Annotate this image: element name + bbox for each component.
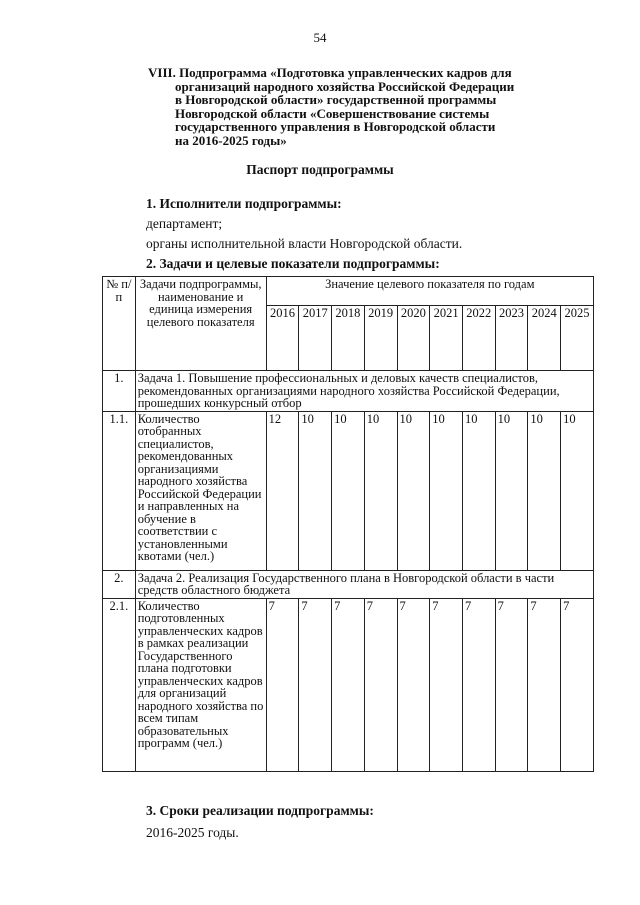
tasks-heading: 2. Задачи и целевые показатели подпрограммы: xyxy=(146,256,440,271)
indicator-value: 7 xyxy=(364,598,397,771)
task-text: Задача 2. Реализация Государственного плана в Новгородской области в части средств областного бюджета xyxy=(135,570,593,598)
indicator-value: 7 xyxy=(397,598,430,771)
year-header: 2024 xyxy=(528,306,561,371)
task-number: 1. xyxy=(103,371,136,412)
indicator-value: 10 xyxy=(561,411,594,570)
executors-heading: 1. Исполнители подпрограммы: xyxy=(146,196,342,211)
terms-value: 2016-2025 годы. xyxy=(146,825,239,840)
col-header-task: Задачи подпрограммы, наименование и единица измерения целевого показателя xyxy=(135,277,266,371)
page-number: 54 xyxy=(313,30,327,45)
task-text: Задача 1. Повышение профессиональных и деловых качеств специалистов, рекомендованных организациями народного хозяйства Российской Федерации, прошедших конкурсный отбор xyxy=(135,371,593,412)
indicator-number: 2.1. xyxy=(103,598,136,771)
section-title-line: Новгородской области «Совершенствование системы xyxy=(175,105,490,121)
indicator-value: 10 xyxy=(495,411,528,570)
indicator-value: 10 xyxy=(528,411,561,570)
indicators-table xyxy=(102,276,594,772)
indicator-value: 7 xyxy=(332,598,365,771)
indicator-value: 7 xyxy=(561,598,594,771)
indicator-text: Количество отобранных специалистов, рекомендованных организациями народного хозяйства Российской Федерации и направленных на обучение в соответствии с установленными квотами (чел.) xyxy=(135,411,266,570)
indicator-value: 10 xyxy=(299,411,332,570)
indicator-value: 7 xyxy=(430,598,463,771)
section-title-line: государственного управления в Новгородской области xyxy=(175,119,496,134)
indicator-value: 10 xyxy=(364,411,397,570)
task-number: 2. xyxy=(103,570,136,598)
section-title xyxy=(148,66,588,147)
year-header: 2019 xyxy=(364,306,397,371)
indicator-value: 10 xyxy=(332,411,365,570)
task-row xyxy=(103,570,594,598)
section-title-line: в Новгородской области» государственной программы xyxy=(175,92,497,107)
indicator-number: 1.1. xyxy=(103,411,136,570)
year-header: 2016 xyxy=(266,306,299,371)
indicator-value: 10 xyxy=(462,411,495,570)
indicator-value: 10 xyxy=(430,411,463,570)
year-header: 2022 xyxy=(462,306,495,371)
indicator-row xyxy=(103,411,594,570)
indicator-value: 12 xyxy=(266,411,299,570)
task-row xyxy=(103,371,594,412)
terms-heading: 3. Сроки реализации подпрограммы: xyxy=(146,803,374,818)
year-header: 2023 xyxy=(495,306,528,371)
year-header: 2021 xyxy=(430,306,463,371)
indicator-value: 7 xyxy=(495,598,528,771)
section-title-line: организаций народного хозяйства Российской Федерации xyxy=(175,78,515,94)
col-header-values: Значение целевого показателя по годам xyxy=(266,277,593,306)
executor-item: департамент; xyxy=(146,216,223,231)
year-header: 2025 xyxy=(561,306,594,371)
indicator-value: 10 xyxy=(397,411,430,570)
passport-title: Паспорт подпрограммы xyxy=(246,162,394,177)
year-header: 2017 xyxy=(299,306,332,371)
year-header: 2020 xyxy=(397,306,430,371)
executor-item: органы исполнительной власти Новгородской области. xyxy=(146,236,463,251)
col-header-number: № п/п xyxy=(103,277,136,371)
section-title-line: на 2016-2025 годы» xyxy=(175,132,287,148)
indicator-text: Количество подготовленных управленческих кадров в рамках реализации Государственного плана подготовки управленческих кадров для организаций народного хозяйства по всем типам образовательных программ (чел.) xyxy=(135,598,266,771)
indicator-value: 7 xyxy=(528,598,561,771)
year-header: 2018 xyxy=(332,306,365,371)
indicator-value: 7 xyxy=(299,598,332,771)
indicator-value: 7 xyxy=(462,598,495,771)
indicator-row xyxy=(103,598,594,771)
indicator-value: 7 xyxy=(266,598,299,771)
section-title-line: VIII. Подпрограмма «Подготовка управленческих кадров для xyxy=(148,65,512,80)
